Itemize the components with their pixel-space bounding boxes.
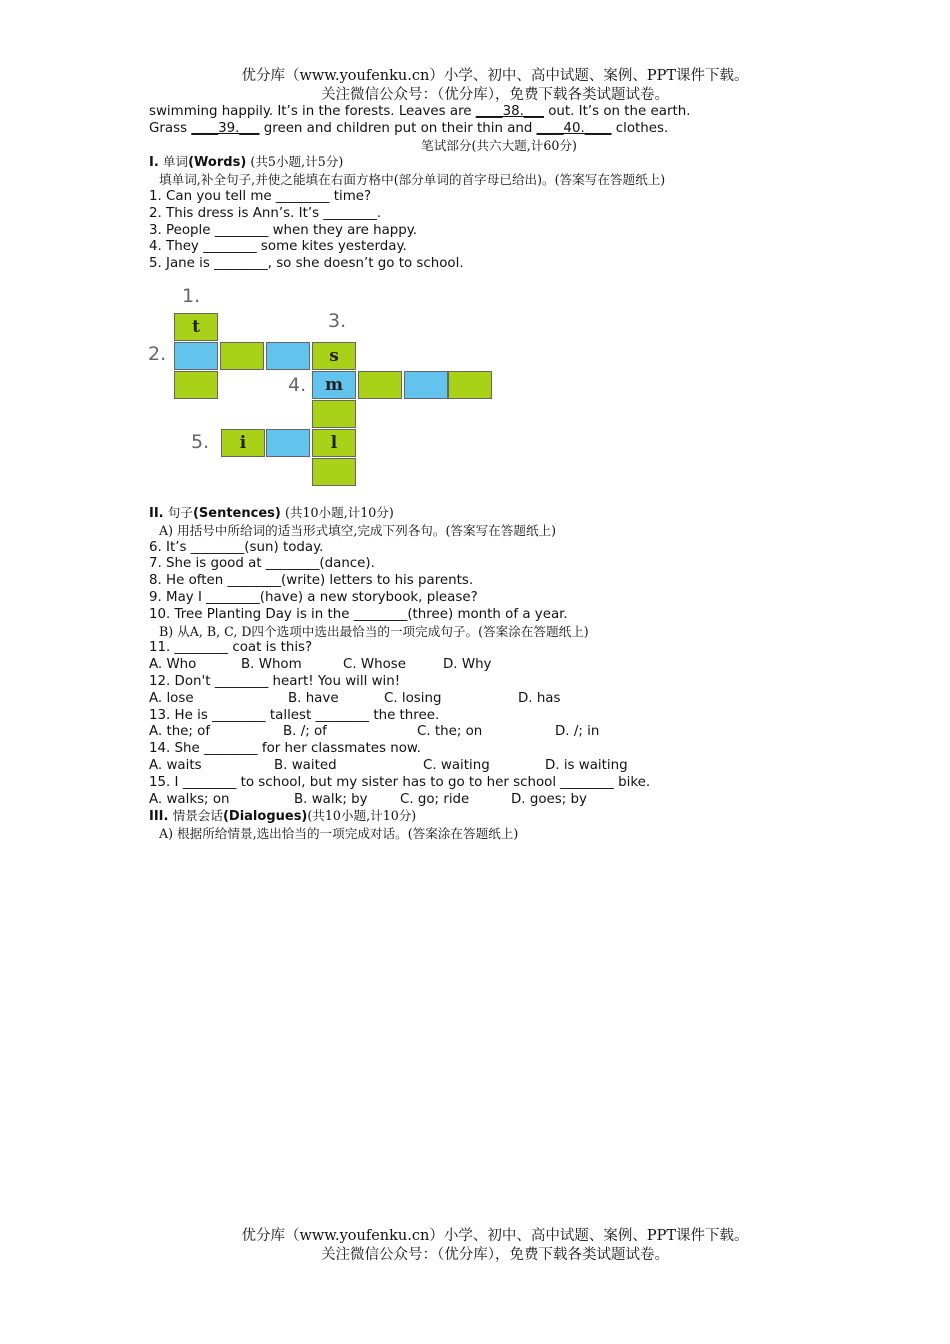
option-c: C. waiting (423, 757, 490, 773)
question-2: 2. This dress is Ann’s. It’s ________. (149, 205, 382, 221)
options-14 (149, 758, 809, 775)
options-13 (149, 724, 809, 741)
section-1-heading (149, 154, 809, 172)
page-footer (0, 1227, 950, 1265)
section-number: III. (149, 809, 169, 825)
section-3-heading (149, 808, 809, 826)
option-a: A. Who (149, 657, 197, 673)
section-title-cn: 单词 (162, 154, 189, 170)
blank-40: ____40.____ (536, 120, 612, 136)
question-13: 13. He is ________ tallest ________ the three. (149, 707, 440, 723)
option-b: B. Whom (241, 657, 302, 673)
option-d: D. Why (443, 657, 492, 673)
option-c: C. losing (384, 690, 442, 706)
section-title-en: (Dialogues) (222, 809, 308, 825)
passage-text: green and children put on their thin and (259, 120, 537, 136)
section-info: (共5小题,计5分) (250, 154, 344, 170)
question-7: 7. She is good at ________(dance). (149, 556, 375, 572)
passage-line-1 (149, 104, 809, 121)
section-number: I. (149, 155, 159, 171)
crossword-cell (448, 371, 492, 399)
section-title-en: (Words) (188, 155, 247, 171)
option-a: A. waits (149, 757, 202, 773)
written-part-title: 笔试部分(共六大题,计60分) (421, 137, 577, 153)
option-d: D. goes; by (511, 791, 587, 807)
crossword-cell (266, 342, 310, 370)
option-a: A. the; of (149, 724, 211, 740)
footer-line-1: 优分库（www.youfenku.cn）小学、初中、高中试题、案例、PPT课件下载。 (241, 1228, 749, 1244)
header-line-2: 关注微信公众号：（优分库），免费下载各类试题试卷。 (321, 87, 669, 103)
crossword-cell (312, 429, 356, 457)
section-1-instruction: 填单词,补全句子,并使之能填在右面方格中(部分单词的首字母已给出)。(答案写在答题纸上) (159, 172, 666, 188)
option-b: B. /; of (283, 724, 327, 740)
question-3: 3. People ________ when they are happy. (149, 222, 418, 238)
footer-line-2: 关注微信公众号：（优分库），免费下载各类试题试卷。 (321, 1247, 669, 1263)
section-info: (共10小题,计10分) (307, 808, 417, 824)
crossword-cell (174, 371, 218, 399)
section-title-cn: 句子 (167, 504, 193, 520)
section-title-en: (Sentences) (192, 505, 281, 521)
crossword-puzzle (148, 285, 498, 490)
passage-text: clothes. (611, 120, 669, 136)
crossword-cell (312, 371, 356, 399)
crossword-cell (174, 313, 218, 341)
question-10: 10. Tree Planting Day is in the ________(three) month of a year. (149, 606, 568, 622)
option-b: B. have (288, 690, 339, 706)
option-d: D. has (518, 690, 561, 706)
question-14: 14. She ________ for her classmates now. (149, 741, 421, 757)
passage-text: out. It’s on the earth. (543, 104, 691, 119)
option-a: A. walks; on (149, 791, 230, 807)
question-11: 11. ________ coat is this? (149, 640, 313, 656)
section-2-part-b: B) 从A, B, C, D四个选项中选出最恰当的一项完成句子。(答案涂在答题纸上) (159, 623, 589, 639)
section-number: II. (149, 505, 164, 521)
clue-number-5: 5. (191, 431, 210, 453)
option-d: D. is waiting (545, 757, 628, 773)
clue-number-3: 3. (328, 310, 347, 332)
crossword-cell (221, 429, 265, 457)
question-4: 4. They ________ some kites yesterday. (149, 239, 407, 255)
cell-letter: l (330, 433, 338, 453)
section-3-part-a: A) 根据所给情景,选出恰当的一项完成对话。(答案涂在答题纸上) (159, 826, 519, 842)
section-info: (共10小题,计10分) (284, 504, 394, 520)
crossword-cell (358, 371, 402, 399)
options-11 (149, 657, 809, 674)
clue-number-1: 1. (182, 285, 201, 307)
option-b: B. waited (274, 757, 337, 773)
option-a: A. lose (149, 690, 194, 706)
option-d: D. /; in (555, 724, 600, 740)
blank-38: ____38.___ (475, 104, 544, 119)
cell-letter: t (192, 317, 200, 337)
page-header (0, 67, 950, 105)
cell-letter: i (239, 433, 247, 453)
section-2-part-a: A) 用括号中所给词的适当形式填空,完成下列各句。(答案写在答题纸上) (159, 522, 557, 538)
clue-number-4: 4. (288, 374, 307, 396)
section-title-cn: 情景会话 (172, 808, 223, 824)
crossword-cell (220, 342, 264, 370)
question-6: 6. It’s ________(sun) today. (149, 539, 324, 555)
section-2-heading (149, 505, 809, 523)
question-1: 1. Can you tell me ________ time? (149, 188, 372, 204)
passage-text: Grass (149, 120, 192, 136)
question-5: 5. Jane is ________, so she doesn’t go to school. (149, 256, 464, 272)
passage-text: swimming happily. It’s in the forests. Leaves are (149, 104, 476, 119)
options-15 (149, 792, 809, 809)
option-c: C. the; on (417, 724, 483, 740)
option-c: C. Whose (343, 657, 406, 673)
question-12: 12. Don't ________ heart! You will win! (149, 673, 401, 689)
question-9: 9. May I ________(have) a new storybook, please? (149, 589, 478, 605)
header-line-1: 优分库（www.youfenku.cn）小学、初中、高中试题、案例、PPT课件下载。 (241, 68, 749, 84)
crossword-cell (312, 342, 356, 370)
crossword-cell (174, 342, 218, 370)
cell-letter: s (329, 346, 339, 366)
option-c: C. go; ride (400, 791, 470, 807)
crossword-cell (266, 429, 310, 457)
passage-line-2 (149, 121, 809, 138)
crossword-cell (404, 371, 448, 399)
question-8: 8. He often ________(write) letters to his parents. (149, 573, 474, 589)
options-12 (149, 691, 809, 708)
crossword-cell (312, 458, 356, 486)
cell-letter: m (325, 375, 343, 395)
question-15: 15. I ________ to school, but my sister has to go to her school ________ bike. (149, 774, 651, 790)
clue-number-2: 2. (148, 343, 167, 365)
crossword-cell (312, 400, 356, 428)
option-b: B. walk; by (294, 791, 368, 807)
blank-39: ____39.___ (191, 120, 260, 136)
